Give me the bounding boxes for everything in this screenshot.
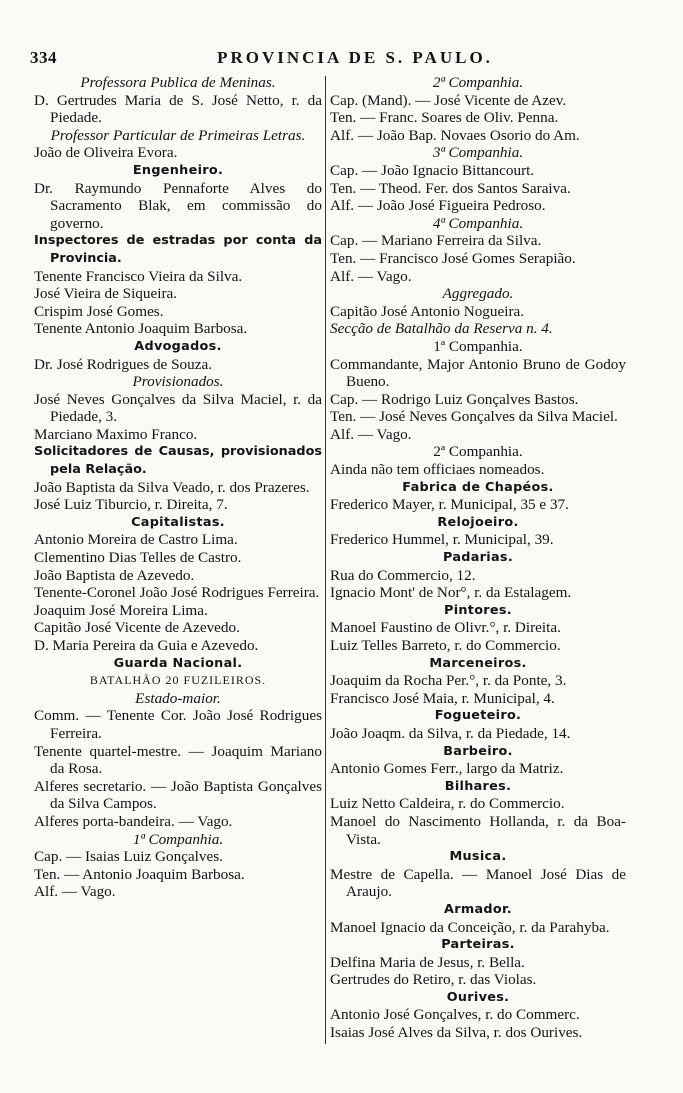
right-column xyxy=(330,74,626,1042)
section-heading: Professora Publica de Meninas. xyxy=(80,74,276,91)
entry-line: Francisco José Maia, r. Municipal, 4. xyxy=(330,689,555,707)
section-heading: Padarias. xyxy=(443,550,513,566)
entry-line: Tenente Antonio Joaquim Barbosa. xyxy=(34,320,248,338)
entry-line: Frederico Mayer, r. Municipal, 35 e 37. xyxy=(330,496,569,514)
section-heading: 1ª Companhia. xyxy=(132,830,224,848)
entry-line: João Baptista da Silva Veado, r. dos Prazeres. xyxy=(34,478,310,496)
entry-line: Capitão José Antonio Nogueira. xyxy=(330,302,525,320)
entry-line: Luiz Netto Caldeira, r. do Commercio. xyxy=(330,795,565,813)
entry-line: Alf. — João Bap. Novaes Osorio do Am. xyxy=(330,126,580,144)
section-heading: Advogados. xyxy=(134,338,222,354)
left-column xyxy=(34,74,322,901)
entry-line: Commandante, Major Antonio Bruno de Godoy Bueno. xyxy=(330,355,626,391)
entry-line: José Vieira de Siqueira. xyxy=(34,285,178,303)
section-heading: Pintores. xyxy=(444,602,512,618)
entry-line: Delfina Maria de Jesus, r. Bella. xyxy=(330,953,525,971)
section-heading: Relojoeiro. xyxy=(437,514,519,530)
section-heading: 2ª Companhia. xyxy=(432,74,524,91)
entry-line: Cap. — João Ignacio Bittancourt. xyxy=(330,161,535,179)
section-heading: Guarda Nacional. xyxy=(113,655,243,671)
entry-line: Dr. Raymundo Pennaforte Alves do Sacramento Blak, em commissão do governo. xyxy=(34,179,322,232)
section-heading: Armador. xyxy=(444,901,512,917)
section-heading: Musica. xyxy=(449,849,507,865)
section-heading: Engenheiro. xyxy=(132,162,224,178)
entry-line: Ten. — Antonio Joaquim Barbosa. xyxy=(34,865,245,883)
section-heading: Capitalistas. xyxy=(131,514,225,530)
section-heading: Aggregado. xyxy=(442,285,514,303)
section-heading: Ourives. xyxy=(446,989,510,1005)
section-heading: 1ª Companhia. xyxy=(433,337,523,355)
entry-line: Ten. — Francisco José Gomes Serapião. xyxy=(330,249,576,267)
section-heading: Barbeiro. xyxy=(443,743,513,759)
entry-line: Manoel do Nascimento Hollanda, r. da Boa-Vista. xyxy=(330,812,626,848)
section-heading: Provisionados. xyxy=(132,373,224,391)
entry-line: Alf. — Vago. xyxy=(34,883,116,901)
entry-line: Isaias José Alves da Silva, r. dos Ourives. xyxy=(330,1024,583,1042)
section-heading: Professor Particular de Primeiras Letras. xyxy=(50,126,306,144)
section-heading: Parteiras. xyxy=(441,937,515,953)
section-heading: 3ª Companhia. xyxy=(432,144,524,162)
entry-line: D. Maria Pereira da Guia e Azevedo. xyxy=(34,637,259,654)
entry-line: Alf. — Vago. xyxy=(330,425,412,443)
column-divider xyxy=(325,76,326,1044)
entry-line: Rua do Commercio, 12. xyxy=(330,566,476,584)
entry-line: Joaquim José Moreira Lima. xyxy=(34,601,208,619)
entry-line: Ignacio Mont' de Nor°, r. da Estalagem. xyxy=(330,584,572,602)
entry-line: Cap. — Mariano Ferreira da Silva. xyxy=(330,232,542,250)
entry-line: Ainda não tem officiaes nomeados. xyxy=(330,461,545,479)
entry-line: João Baptista de Azevedo. xyxy=(34,566,195,584)
page-number: 334 xyxy=(30,48,57,67)
entry-line: Antonio Moreira de Castro Lima. xyxy=(34,531,238,549)
entry-line: José Luiz Tiburcio, r. Direita, 7. xyxy=(34,496,228,514)
entry-line: Ten. — Theod. Fer. dos Santos Saraiva. xyxy=(330,179,571,197)
entry-line: Tenente-Coronel João José Rodrigues Ferreira. xyxy=(34,584,320,602)
entry-line: Clementino Dias Telles de Castro. xyxy=(34,549,242,567)
entry-line: Ten. — Franc. Soares de Oliv. Penna. xyxy=(330,109,559,127)
section-heading: Bilhares. xyxy=(444,778,512,794)
section-heading: Estado-maior. xyxy=(135,689,221,707)
entry-line: Luiz Telles Barreto, r. do Commercio. xyxy=(330,637,561,654)
entry-line: Antonio José Gonçalves, r. do Commerc. xyxy=(330,1006,580,1024)
entry-line: Alf. — João José Figueira Pedroso. xyxy=(330,197,546,215)
entry-line: Marciano Maximo Franco. xyxy=(34,425,198,443)
section-heading: 2ª Companhia. xyxy=(433,443,523,461)
entry-line: D. Gertrudes Maria de S. José Netto, r. da Piedade. xyxy=(34,91,322,127)
entry-line: Cap. — Isaias Luiz Gonçalves. xyxy=(34,848,223,866)
entry-line: João Joaqm. da Silva, r. da Piedade, 14. xyxy=(330,724,571,742)
entry-line: Manoel Ignacio da Conceição, r. da Parahyba. xyxy=(330,918,610,936)
entry-line: Frederico Hummel, r. Municipal, 39. xyxy=(330,531,554,549)
entry-line: Ten. — José Neves Gonçalves da Silva Maciel. xyxy=(330,408,618,426)
entry-line: Crispim José Gomes. xyxy=(34,302,164,320)
section-heading: 4ª Companhia. xyxy=(432,214,524,232)
section-heading: Fogueteiro. xyxy=(434,708,522,724)
section-heading: Marceneiros. xyxy=(429,655,527,671)
section-heading: Fabrica de Chapéos. xyxy=(402,479,554,495)
entry-line: Dr. José Rodrigues de Souza. xyxy=(34,355,213,373)
entry-line: Mestre de Capella. — Manoel José Dias de Araujo. xyxy=(330,865,626,901)
entry-line: Manoel Faustino de Olivr.°, r. Direita. xyxy=(330,619,561,637)
entry-line: Gertrudes do Retiro, r. das Violas. xyxy=(330,971,537,989)
entry-line: Tenente quartel-mestre. — Joaquim Mariano da Rosa. xyxy=(34,742,322,778)
entry-line: José Neves Gonçalves da Silva Maciel, r. da Piedade, 3. xyxy=(34,390,322,426)
entry-line: Alferes porta-bandeira. — Vago. xyxy=(34,812,233,830)
section-heading: Inspectores de estradas por conta da Provincia. xyxy=(34,233,322,266)
page-header xyxy=(30,48,640,70)
entry-line: Comm. — Tenente Cor. João José Rodrigues Ferreira. xyxy=(34,707,322,742)
entry-line: Cap. (Mand). — José Vicente de Azev. xyxy=(330,91,567,109)
entry-line: Joaquim da Rocha Per.°, r. da Ponte, 3. xyxy=(330,672,567,690)
entry-line: Capitão José Vicente de Azevedo. xyxy=(34,619,240,637)
entry-line: João de Oliveira Evora. xyxy=(34,144,178,162)
running-title: PROVINCIA DE S. PAULO. xyxy=(217,48,493,67)
entry-line: Antonio Gomes Ferr., largo da Matriz. xyxy=(330,760,564,778)
entry-line: Secção de Batalhão da Reserva n. 4. xyxy=(330,320,553,338)
section-heading: Solicitadores de Causas, provisionados pela Relação. xyxy=(34,444,322,478)
entry-line: Alf. — Vago. xyxy=(330,267,412,285)
entry-line: Alferes secretario. — João Baptista Gonçalves da Silva Campos. xyxy=(34,777,322,813)
entry-line: Tenente Francisco Vieira da Silva. xyxy=(34,267,243,285)
section-heading: BATALHÃO 20 FUZILEIROS. xyxy=(89,673,267,688)
entry-line: Cap. — Rodrigo Luiz Gonçalves Bastos. xyxy=(330,390,579,408)
